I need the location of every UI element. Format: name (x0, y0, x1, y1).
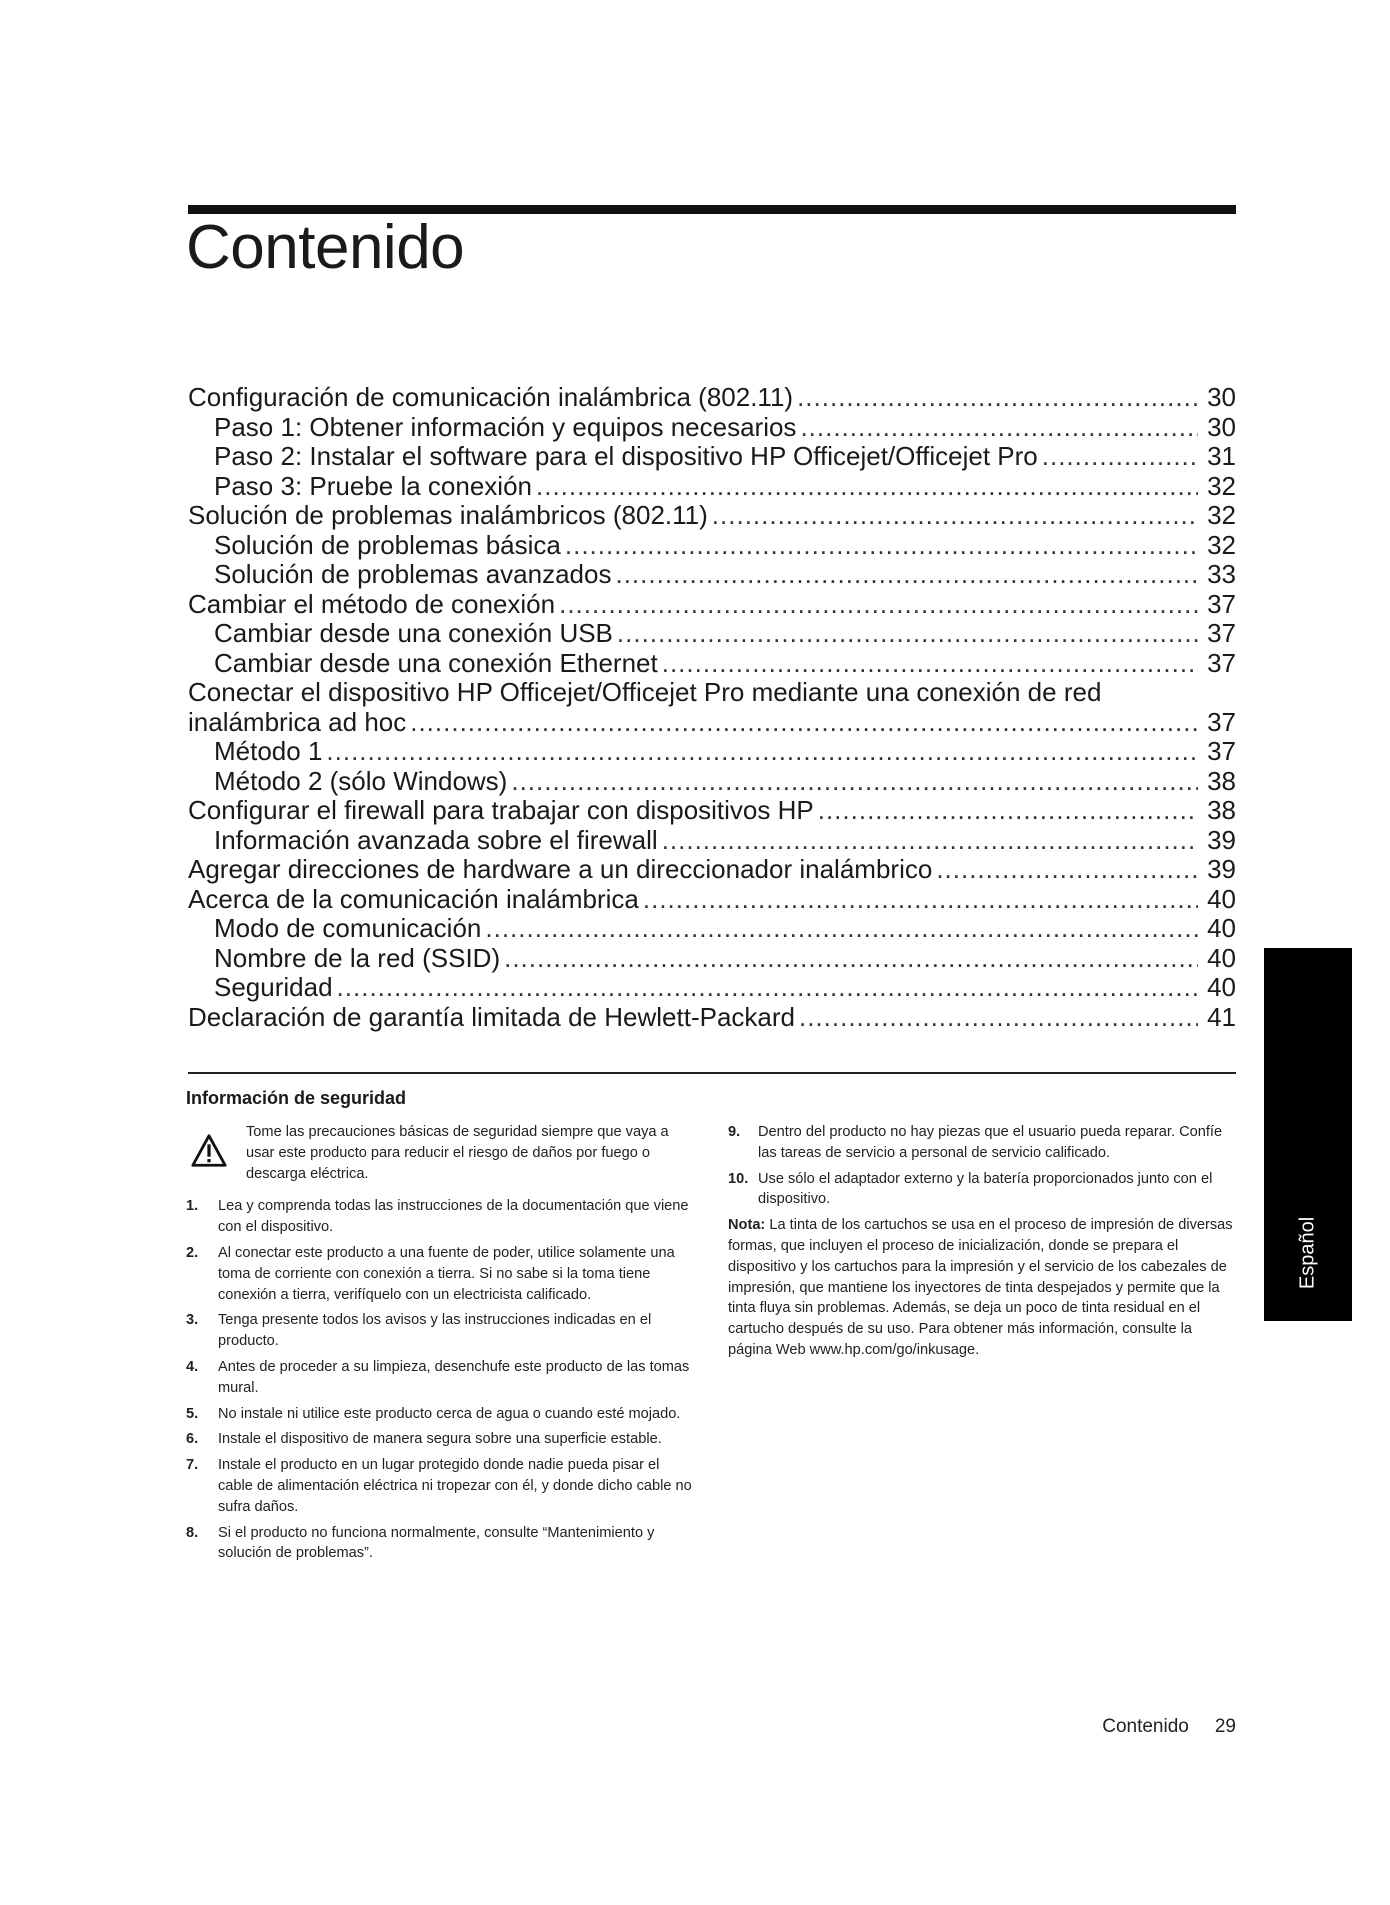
toc-page-number: 39 (1207, 854, 1236, 884)
toc-dot-leader (536, 472, 1198, 502)
safety-item-number: 10. (728, 1170, 749, 1187)
toc-page-number: 38 (1207, 795, 1236, 825)
note-text: La tinta de los cartuchos se usa en el proceso de impresión de diversas formas, que incluyen el proceso de inicialización, donde se prepara el dispositivo y los cartuchos para la impresión y el servicio de los cabezales de impresión, que mantiene los inyectores de tinta despejados y permite que la tinta fluya sin problemas. Además, se deja un poco de tinta residual en el cartucho después de su uso. Para obtener más información, consulte la página Web www.hp.com/go/inkusage. (728, 1217, 1233, 1358)
safety-item (728, 1122, 1236, 1164)
toc-page-number: 30 (1207, 382, 1236, 412)
toc-page-number: 37 (1207, 736, 1236, 766)
toc-dot-leader (799, 1003, 1198, 1033)
toc-entry-title: Declaración de garantía limitada de Hewlett-Packard (188, 1001, 795, 1032)
toc-entry[interactable] (188, 767, 1236, 797)
safety-item (728, 1169, 1236, 1211)
toc-page-number: 33 (1207, 559, 1236, 589)
ink-note (728, 1215, 1236, 1361)
safety-item-text: Use sólo el adaptador externo y la batería proporcionados junto con el dispositivo. (758, 1170, 1213, 1208)
toc-entry-title: Cambiar el método de conexión (188, 588, 556, 619)
safety-item-number: 3. (186, 1312, 199, 1329)
toc-entry-title: Método 1 (214, 736, 323, 766)
toc-page-number: 32 (1207, 529, 1236, 560)
safety-item-number: 1. (186, 1198, 199, 1215)
toc-entry[interactable] (188, 383, 1236, 413)
toc-entry[interactable] (188, 944, 1236, 974)
page-title: Contenido (186, 213, 465, 282)
toc-entry[interactable] (188, 501, 1236, 531)
toc-entry-title: Paso 3: Pruebe la conexión (214, 470, 532, 501)
toc-entry[interactable] (188, 885, 1236, 915)
language-side-tab-label: Español (1296, 1216, 1319, 1290)
toc-entry-title: Cambiar desde una conexión Ethernet (214, 647, 658, 678)
toc-entry-title: Conectar el dispositivo HP Officejet/Officejet Pro mediante una conexión de red (188, 677, 1102, 707)
safety-item (186, 1243, 692, 1305)
toc-dot-leader (662, 649, 1198, 679)
toc-entry-title: Modo de comunicación (214, 913, 482, 943)
toc-page-number: 37 (1207, 588, 1236, 619)
safety-item-text: Antes de proceder a su limpieza, desenchufe este producto de las tomas mural. (218, 1358, 690, 1396)
toc-entry-title: Solución de problemas básica (214, 529, 561, 560)
safety-item-text: Dentro del producto no hay piezas que el usuario pueda reparar. Confíe las tareas de servicio a personal de servicio calificado. (758, 1124, 1223, 1161)
toc-dot-leader (643, 885, 1198, 915)
toc-entry[interactable] (188, 590, 1236, 620)
toc-page-number: 41 (1207, 1001, 1236, 1032)
toc-entry-title: Paso 1: Obtener información y equipos necesarios (214, 411, 797, 442)
toc-entry-title: Agregar direcciones de hardware a un direccionador inalámbrico (188, 854, 933, 884)
toc-dot-leader (485, 914, 1198, 944)
toc-entry[interactable] (188, 649, 1236, 679)
table-of-contents (188, 383, 1236, 1032)
toc-dot-leader (617, 619, 1198, 649)
safety-item-text: Al conectar este producto a una fuente de poder, utilice solamente una toma de corriente con conexión a tierra. Si no sabe si la toma tiene conexión a tierra, verifíquelo con un electricista calificado. (218, 1244, 675, 1303)
safety-item-text: Tenga presente todos los avisos y las instrucciones indicadas en el producto. (218, 1312, 652, 1350)
safety-item-text: No instale ni utilice este producto cerca de agua o cuando esté mojado. (218, 1405, 681, 1422)
toc-entry-title: Nombre de la red (SSID) (214, 942, 501, 973)
safety-item-text: Lea y comprenda todas las instrucciones de la documentación que viene con el dispositivo. (218, 1198, 689, 1236)
toc-entry[interactable] (188, 708, 1236, 738)
toc-entry-title: Método 2 (sólo Windows) (214, 765, 508, 796)
safety-item-number: 7. (186, 1457, 199, 1474)
toc-page-number: 37 (1207, 706, 1236, 737)
safety-item-number: 4. (186, 1358, 199, 1375)
toc-entry[interactable] (188, 826, 1236, 856)
toc-entry-title: Configurar el firewall para trabajar con dispositivos HP (188, 795, 814, 825)
safety-heading: Información de seguridad (186, 1088, 407, 1108)
warning-triangle-icon (190, 1132, 228, 1170)
toc-entry[interactable] (188, 737, 1236, 767)
toc-entry[interactable] (188, 560, 1236, 590)
toc-entry[interactable] (188, 678, 1236, 708)
safety-item-text: Instale el producto en un lugar protegido donde nadie pueda pisar el cable de alimentación eléctrica ni tropezar con él, y donde dicho cable no sufra daños. (218, 1457, 692, 1515)
toc-entry[interactable] (188, 413, 1236, 443)
toc-entry-title: Información avanzada sobre el firewall (214, 824, 658, 855)
toc-dot-leader (410, 708, 1198, 738)
toc-entry-title: Configuración de comunicación inalámbrica (802.11) (188, 382, 794, 412)
toc-page-number: 32 (1207, 500, 1236, 530)
toc-dot-leader (559, 590, 1198, 620)
toc-page-number: 39 (1207, 824, 1236, 855)
toc-page-number: 32 (1207, 470, 1236, 501)
toc-entry[interactable] (188, 472, 1236, 502)
safety-item-number: 8. (186, 1524, 199, 1541)
safety-item-number: 5. (186, 1405, 199, 1422)
warning-text: Tome las precauciones básicas de seguridad siempre que vaya a usar este producto para reducir el riesgo de daños por fuego o descarga eléctrica. (246, 1124, 669, 1182)
toc-entry[interactable] (188, 796, 1236, 826)
section-divider (188, 1072, 1236, 1074)
safety-item (186, 1523, 692, 1565)
toc-dot-leader (504, 944, 1198, 974)
page-footer (1102, 1716, 1236, 1738)
toc-dot-leader (662, 826, 1198, 856)
safety-item-number: 9. (728, 1124, 741, 1140)
safety-item-number: 6. (186, 1431, 199, 1448)
toc-page-number: 40 (1207, 942, 1236, 973)
note-label: Nota: (728, 1217, 766, 1234)
toc-dot-leader (326, 737, 1198, 767)
toc-dot-leader (800, 413, 1198, 443)
toc-entry[interactable] (188, 973, 1236, 1003)
toc-page-number: 40 (1207, 972, 1236, 1002)
toc-entry[interactable] (188, 855, 1236, 885)
safety-item-text: Si el producto no funciona normalmente, consulte “Mantenimiento y solución de problemas”. (218, 1524, 655, 1562)
toc-page-number: 37 (1207, 647, 1236, 678)
toc-dot-leader (337, 973, 1198, 1003)
toc-entry-title: Paso 2: Instalar el software para el dispositivo HP Officejet/Officejet Pro (214, 441, 1038, 471)
safety-left-column (186, 1122, 692, 1569)
toc-page-number: 30 (1207, 411, 1236, 442)
toc-entry-title: Seguridad (214, 972, 333, 1002)
footer-page-number: 29 (1214, 1716, 1236, 1737)
toc-page-number: 38 (1207, 765, 1236, 796)
toc-dot-leader (936, 855, 1198, 885)
safety-item (186, 1455, 692, 1517)
safety-item (186, 1404, 692, 1425)
toc-entry[interactable] (188, 914, 1236, 944)
toc-entry-title: Acerca de la comunicación inalámbrica (188, 883, 639, 914)
toc-entry[interactable] (188, 442, 1236, 472)
safety-item-text: Instale el dispositivo de manera segura sobre una superficie estable. (218, 1431, 662, 1448)
toc-page-number: 31 (1207, 441, 1236, 471)
toc-entry-title: Solución de problemas avanzados (214, 559, 612, 589)
safety-item (186, 1310, 692, 1352)
safety-item (186, 1196, 692, 1238)
toc-page-number: 37 (1207, 618, 1236, 648)
language-side-tab (1264, 948, 1352, 1321)
safety-item-number: 2. (186, 1244, 199, 1261)
toc-page-number: 40 (1207, 883, 1236, 914)
footer-section: Contenido (1102, 1716, 1189, 1737)
toc-dot-leader (712, 501, 1198, 531)
toc-entry[interactable] (188, 531, 1236, 561)
toc-entry[interactable] (188, 619, 1236, 649)
toc-entry-title: inalámbrica ad hoc (188, 706, 407, 737)
toc-dot-leader (797, 383, 1198, 413)
safety-item (186, 1429, 692, 1450)
toc-dot-leader (511, 767, 1198, 797)
toc-dot-leader (615, 560, 1198, 590)
toc-entry[interactable] (188, 1003, 1236, 1033)
safety-item (186, 1357, 692, 1399)
toc-dot-leader (818, 796, 1198, 826)
safety-list-left (186, 1196, 692, 1564)
toc-dot-leader (565, 531, 1198, 561)
toc-entry-title: Cambiar desde una conexión USB (214, 618, 613, 648)
toc-entry-title: Solución de problemas inalámbricos (802.11) (188, 500, 708, 530)
toc-dot-leader (1042, 442, 1198, 472)
safety-right-column (728, 1122, 1236, 1361)
toc-page-number: 40 (1207, 913, 1236, 943)
safety-warning (186, 1122, 692, 1184)
safety-list-right (728, 1122, 1236, 1210)
